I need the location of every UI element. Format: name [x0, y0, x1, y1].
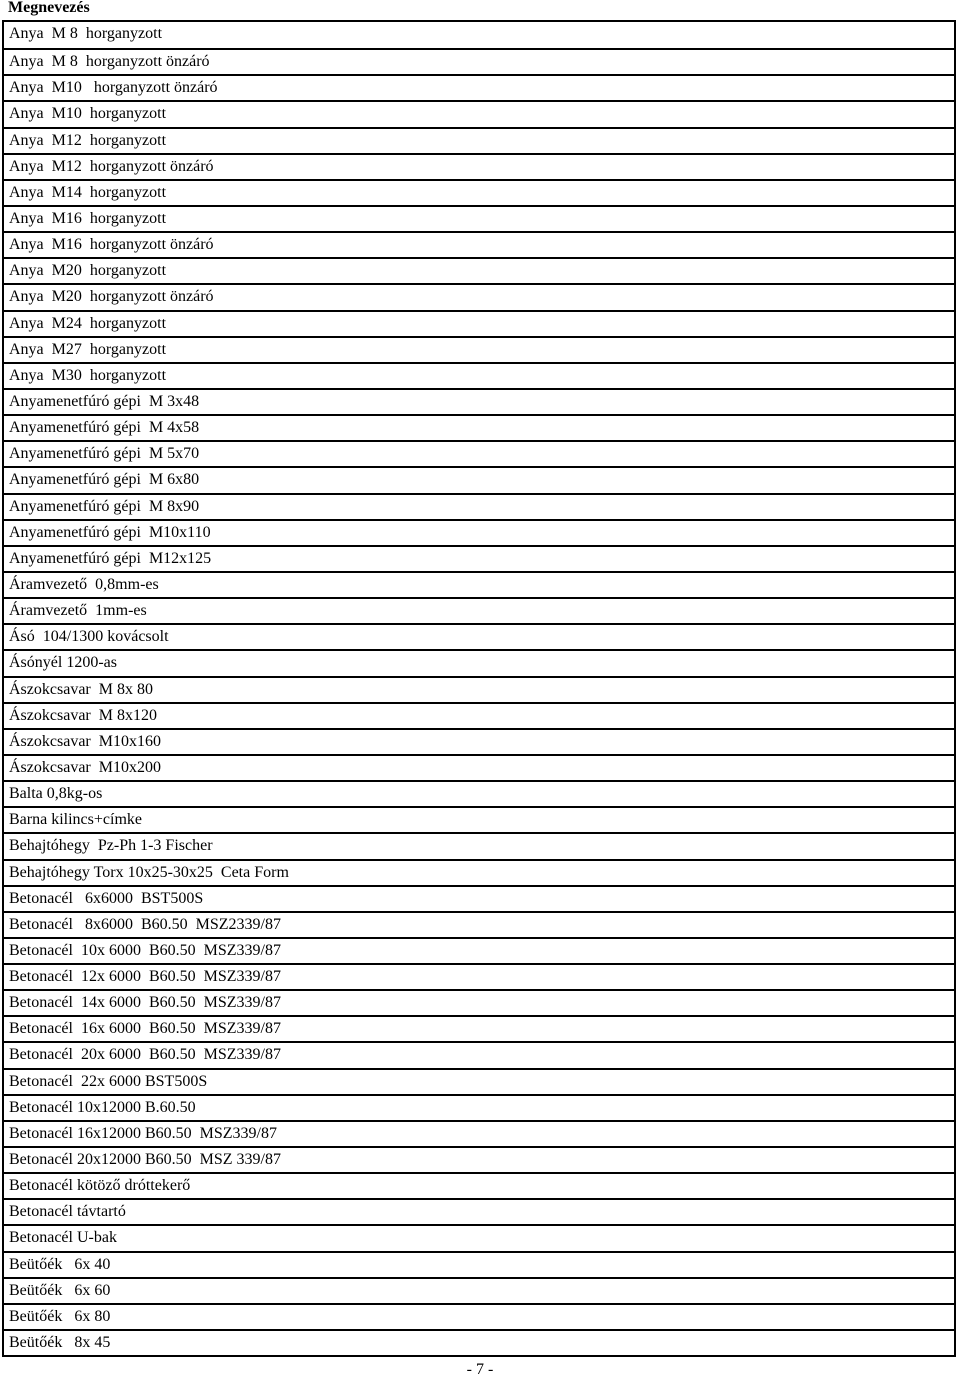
table-row: Anya M10 horganyzott — [4, 100, 954, 126]
table-row: Anya M30 horganyzott — [4, 362, 954, 388]
table-row: Betonacél kötöző dróttekerő — [4, 1172, 954, 1198]
table-row: Anya M14 horganyzott — [4, 179, 954, 205]
table-row: Anyamenetfúró gépi M 4x58 — [4, 414, 954, 440]
table-row: Ásónyél 1200-as — [4, 649, 954, 675]
table-row: Anya M27 horganyzott — [4, 336, 954, 362]
table-row: Áramvezető 0,8mm-es — [4, 571, 954, 597]
table-row: Anya M 8 horganyzott — [9, 25, 163, 42]
table-row: Betonacél 14x 6000 B60.50 MSZ339/87 — [4, 989, 954, 1015]
table-row: Anya M20 horganyzott — [4, 257, 954, 283]
table-row: Ásó 104/1300 kovácsolt — [4, 623, 954, 649]
table-row: Betonacél 8x6000 B60.50 MSZ2339/87 — [4, 911, 954, 937]
table-row: Betonacél 10x12000 B.60.50 — [4, 1094, 954, 1120]
table-row: Betonacél 16x12000 B60.50 MSZ339/87 — [4, 1120, 954, 1146]
table-row: Anyamenetfúró gépi M10x110 — [4, 519, 954, 545]
table-row: Anya M16 horganyzott önzáró — [4, 231, 954, 257]
table-row: Anyamenetfúró gépi M 6x80 — [4, 466, 954, 492]
table-row: Betonacél 12x 6000 B60.50 MSZ339/87 — [4, 963, 954, 989]
table-row: Beütőék 6x 60 — [4, 1277, 954, 1303]
table-row: Beütőék 6x 80 — [4, 1303, 954, 1329]
column-header-megnevezes: Megnevezés — [8, 0, 90, 16]
table-row: Áramvezető 1mm-es — [4, 597, 954, 623]
table-row: Behajtóhegy Pz-Ph 1-3 Fischer — [4, 832, 954, 858]
page-number: - 7 - — [466, 1361, 494, 1378]
table-row: Anya M12 horganyzott önzáró — [4, 153, 954, 179]
table-row: Balta 0,8kg-os — [4, 780, 954, 806]
table-row: Anyamenetfúró gépi M 8x90 — [4, 493, 954, 519]
table-row: Anya M20 horganyzott önzáró — [4, 283, 954, 309]
table-row: Ászokcsavar M 8x 80 — [4, 676, 954, 702]
table-row: Anya M12 horganyzott — [4, 127, 954, 153]
table-row: Behajtóhegy Torx 10x25-30x25 Ceta Form — [4, 859, 954, 885]
table-row: Ászokcsavar M10x200 — [4, 754, 954, 780]
table-row: Betonacél 16x 6000 B60.50 MSZ339/87 — [4, 1015, 954, 1041]
table-row: Ászokcsavar M10x160 — [4, 728, 954, 754]
table-row: Anya M 8 horganyzott önzáró — [4, 48, 954, 74]
table-row: Betonacél 20x12000 B60.50 MSZ 339/87 — [4, 1146, 954, 1172]
table-row: Anyamenetfúró gépi M 3x48 — [4, 388, 954, 414]
items-table — [2, 20, 956, 1357]
table-row: Anya M16 horganyzott — [4, 205, 954, 231]
table-row: Betonacél távtartó — [4, 1198, 954, 1224]
table-row: Beütőék 6x 40 — [4, 1251, 954, 1277]
table-row: Anyamenetfúró gépi M12x125 — [4, 545, 954, 571]
table-row: Beütőék 8x 45 — [4, 1329, 954, 1355]
table-row: Betonacél 6x6000 BST500S — [4, 885, 954, 911]
table-row: Ászokcsavar M 8x120 — [4, 702, 954, 728]
table-row: Anyamenetfúró gépi M 5x70 — [4, 440, 954, 466]
table-row: Betonacél U-bak — [4, 1224, 954, 1250]
table-row: Betonacél 20x 6000 B60.50 MSZ339/87 — [4, 1041, 954, 1067]
table-row: Barna kilincs+címke — [4, 806, 954, 832]
table-row: Anya M10 horganyzott önzáró — [4, 74, 954, 100]
table-row: Betonacél 10x 6000 B60.50 MSZ339/87 — [4, 937, 954, 963]
table-row: Betonacél 22x 6000 BST500S — [4, 1068, 954, 1094]
table-row: Anya M24 horganyzott — [4, 310, 954, 336]
